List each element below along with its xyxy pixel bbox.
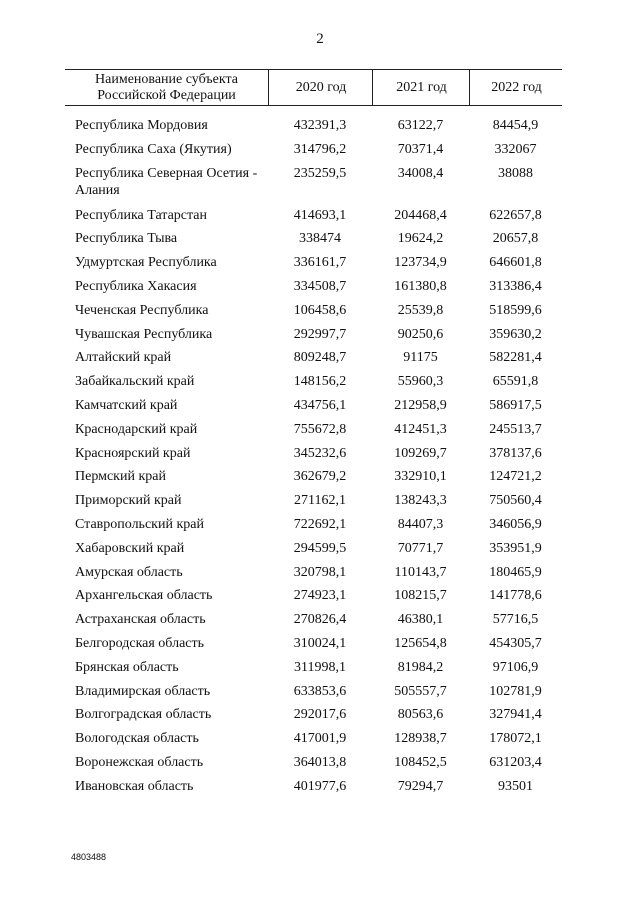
value-2022: 102781,9	[489, 683, 542, 699]
value-2020: 809248,7	[293, 350, 347, 366]
value-2020: 235259,5	[293, 165, 347, 181]
value-2020: 148156,2	[293, 374, 347, 390]
value-2020: 364013,8	[293, 754, 347, 770]
value-2021: 161380,8	[394, 278, 447, 294]
table-row	[0, 278, 640, 302]
table-row	[0, 635, 640, 659]
region-name: Республика Хакасия	[75, 278, 197, 294]
region-name: Архангельская область	[75, 588, 213, 604]
value-2022: 97106,9	[492, 659, 539, 675]
page-number: 2	[316, 31, 324, 47]
value-2020: 314796,2	[293, 141, 347, 157]
value-2022: 38088	[498, 165, 533, 181]
value-2022: 313386,4	[489, 278, 542, 294]
header-region-name: Наименование субъекта Российской Федерации	[95, 71, 238, 103]
value-2022: 65591,8	[492, 374, 539, 390]
value-2021: 84407,3	[397, 516, 444, 532]
value-2022: 622657,8	[489, 207, 542, 223]
region-name: Красноярский край	[75, 445, 191, 461]
value-2020: 336161,7	[293, 255, 347, 271]
value-2020: 310024,1	[293, 635, 347, 651]
value-2021: 80563,6	[397, 707, 444, 723]
value-2020: 722692,1	[293, 516, 347, 532]
value-2022: 332067	[494, 141, 537, 157]
table-row	[0, 349, 640, 373]
value-2020: 755672,8	[293, 421, 347, 437]
value-2021: 108452,5	[394, 754, 447, 770]
value-2022: 353951,9	[489, 540, 542, 556]
value-2021: 79294,7	[397, 778, 444, 794]
table-row	[0, 165, 640, 207]
region-name: Алтайский край	[75, 350, 172, 366]
value-2020: 432391,3	[293, 118, 347, 133]
table-row	[0, 207, 640, 231]
value-2021: 63122,7	[397, 118, 444, 133]
table-row	[0, 373, 640, 397]
region-name: Республика Татарстан	[75, 207, 208, 223]
value-2022: 20657,8	[492, 231, 539, 247]
value-2022: 93501	[498, 778, 533, 794]
value-2020: 362679,2	[293, 469, 347, 485]
value-2021: 128938,7	[394, 731, 447, 747]
value-2021: 108215,7	[394, 588, 447, 604]
value-2020: 271162,1	[294, 493, 346, 509]
document-number: 4803488	[71, 852, 107, 862]
value-2020: 274923,1	[293, 588, 347, 604]
value-2020: 414693,1	[293, 207, 347, 223]
table-row	[0, 659, 640, 683]
value-2021: 212958,9	[394, 397, 447, 413]
value-2022: 124721,2	[489, 469, 542, 485]
value-2021: 110143,7	[394, 564, 447, 580]
table-row	[0, 540, 640, 564]
value-2022: 57716,5	[492, 612, 539, 628]
value-2020: 401977,6	[293, 778, 347, 794]
value-2022: 646601,8	[489, 255, 542, 271]
value-2020: 417001,9	[293, 731, 347, 747]
region-name: Волгоградская область	[75, 707, 212, 723]
value-2022: 750560,4	[489, 493, 542, 509]
value-2021: 25539,8	[397, 302, 444, 318]
region-name: Чеченская Республика	[75, 302, 209, 318]
table-row	[0, 754, 640, 778]
value-2020: 294599,5	[293, 540, 347, 556]
value-2021: 125654,8	[394, 635, 447, 651]
value-2021: 70771,7	[397, 540, 444, 556]
value-2022: 518599,6	[489, 302, 542, 318]
region-name: Астраханская область	[75, 612, 206, 628]
value-2022: 327941,4	[489, 707, 542, 723]
region-name: Республика Саха (Якутия)	[75, 141, 232, 157]
region-name: Республика Северная Осетия - Алания	[75, 165, 258, 198]
region-name: Республика Мордовия	[75, 118, 208, 133]
value-2021: 332910,1	[394, 469, 447, 485]
table-row	[0, 397, 640, 421]
table-row	[0, 230, 640, 254]
value-2021: 81984,2	[397, 659, 444, 675]
value-2021: 91175	[403, 350, 438, 366]
value-2022: 180465,9	[489, 564, 542, 580]
value-2021: 19624,2	[397, 231, 444, 247]
value-2021: 46380,1	[397, 612, 444, 628]
value-2022: 178072,1	[489, 731, 542, 747]
table-row	[0, 117, 640, 141]
header-2021: 2021 год	[372, 70, 470, 105]
region-name: Приморский край	[75, 493, 182, 509]
value-2021: 138243,3	[394, 493, 447, 509]
region-name: Хабаровский край	[75, 540, 185, 556]
region-name: Белгородская область	[75, 635, 205, 651]
region-name: Ивановская область	[75, 778, 194, 794]
header-2020: 2020 год	[268, 70, 373, 105]
value-2020: 311998,1	[294, 659, 346, 675]
value-2022: 582281,4	[489, 350, 542, 366]
value-2020: 292997,7	[293, 326, 347, 342]
value-2021: 204468,4	[394, 207, 447, 223]
region-name: Краснодарский край	[75, 421, 198, 437]
region-name: Воронежская область	[75, 754, 204, 770]
table-header	[65, 69, 562, 106]
region-name: Вологодская область	[75, 731, 199, 747]
table-row	[0, 421, 640, 445]
region-name: Пермский край	[75, 469, 166, 485]
value-2020: 345232,6	[293, 445, 347, 461]
table-row	[0, 706, 640, 730]
value-2022: 346056,9	[489, 516, 542, 532]
region-name: Удмуртская Республика	[75, 255, 217, 271]
region-name: Брянская область	[75, 659, 179, 675]
value-2020: 292017,6	[293, 707, 347, 723]
table-row	[0, 302, 640, 326]
table-row	[0, 516, 640, 540]
table-row	[0, 141, 640, 165]
value-2021: 55960,3	[397, 374, 444, 390]
table-row	[0, 611, 640, 635]
table-row	[0, 778, 640, 802]
header-2022: 2022 год	[469, 70, 563, 105]
value-2021: 70371,4	[397, 141, 444, 157]
table-body	[0, 117, 640, 802]
region-name: Камчатский край	[75, 397, 178, 413]
value-2020: 633853,6	[293, 683, 347, 699]
value-2020: 434756,1	[293, 397, 347, 413]
value-2022: 141778,6	[489, 588, 542, 604]
value-2022: 359630,2	[489, 326, 542, 342]
region-name: Чувашская Республика	[75, 326, 213, 342]
value-2021: 412451,3	[394, 421, 447, 437]
table-row	[0, 492, 640, 516]
table-row	[0, 587, 640, 611]
region-name: Ставропольский край	[75, 516, 204, 532]
value-2021: 109269,7	[394, 445, 447, 461]
value-2020: 334508,7	[293, 278, 347, 294]
region-name: Забайкальский край	[75, 374, 195, 390]
region-name: Республика Тыва	[75, 231, 178, 247]
region-name: Амурская область	[75, 564, 183, 580]
region-name: Владимирская область	[75, 683, 211, 699]
value-2022: 245513,7	[489, 421, 542, 437]
value-2020: 106458,6	[293, 302, 347, 318]
value-2022: 378137,6	[489, 445, 542, 461]
table-row	[0, 730, 640, 754]
value-2021: 123734,9	[394, 255, 447, 271]
value-2022: 84454,9	[492, 118, 539, 133]
value-2021: 90250,6	[397, 326, 444, 342]
table-row	[0, 326, 640, 350]
table-row	[0, 683, 640, 707]
value-2021: 505557,7	[394, 683, 447, 699]
table-row	[0, 564, 640, 588]
value-2022: 454305,7	[489, 635, 542, 651]
table-row	[0, 445, 640, 469]
table-row	[0, 254, 640, 278]
value-2020: 270826,4	[293, 612, 347, 628]
value-2020: 338474	[299, 231, 341, 247]
value-2022: 631203,4	[489, 754, 542, 770]
value-2021: 34008,4	[397, 165, 444, 181]
table-row	[0, 468, 640, 492]
value-2022: 586917,5	[489, 397, 542, 413]
value-2020: 320798,1	[293, 564, 347, 580]
